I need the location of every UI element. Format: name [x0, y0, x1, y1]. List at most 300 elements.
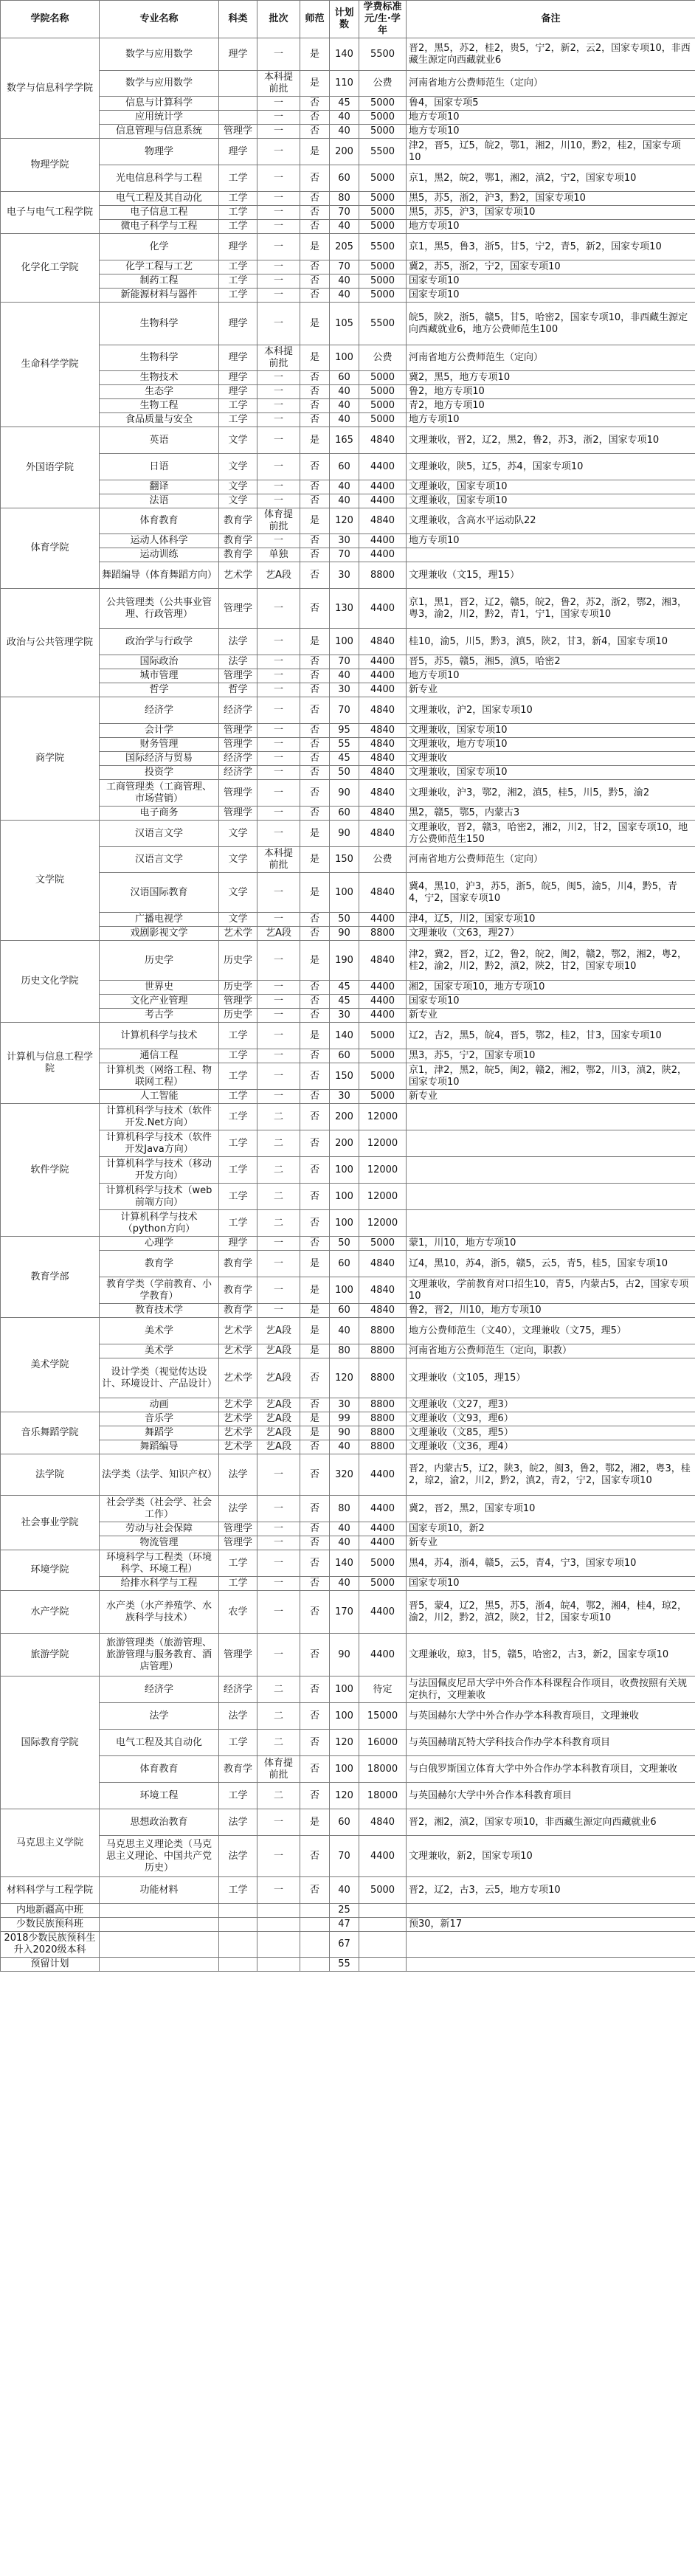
plan-cell: 140	[330, 1550, 359, 1577]
table-row	[1, 1426, 695, 1440]
category-cell: 工学	[219, 1023, 257, 1049]
college-cell: 历史文化学院	[1, 941, 100, 1023]
table-row	[1, 780, 695, 807]
category-cell: 艺术学	[219, 1318, 257, 1344]
major-cell: 汉语言文学	[100, 847, 219, 873]
table-row	[1, 1496, 695, 1522]
major-cell: 哲学	[100, 683, 219, 697]
note-cell: 文理兼收（文36，理4）	[407, 1440, 695, 1454]
note-cell: 地方专项10	[407, 220, 695, 234]
table-row	[1, 371, 695, 385]
category-cell: 法学	[219, 1703, 257, 1730]
table-row	[1, 192, 695, 206]
plan-cell: 30	[330, 534, 359, 548]
batch-cell: 艺A段	[257, 1412, 300, 1426]
plan-cell: 60	[330, 1251, 359, 1277]
table-row	[1, 629, 695, 655]
college-cell: 数学与信息科学学院	[1, 38, 100, 139]
batch-cell: 一	[257, 589, 300, 629]
plan-cell: 40	[330, 125, 359, 139]
college-cell: 水产学院	[1, 1591, 100, 1634]
batch-cell: 一	[257, 724, 300, 738]
major-cell: 给排水科学与工程	[100, 1577, 219, 1591]
batch-cell: 一	[257, 1496, 300, 1522]
note-cell: 京1，黑2，皖2，鄂1，湘2，滇2，宁2，国家专项10	[407, 165, 695, 192]
major-cell: 历史学	[100, 941, 219, 981]
major-cell: 运动人体科学	[100, 534, 219, 548]
fee-cell: 5500	[359, 234, 407, 260]
major-cell: 制药工程	[100, 274, 219, 289]
category-cell: 工学	[219, 289, 257, 303]
table-row	[1, 38, 695, 71]
normal-cell: 是	[300, 1426, 330, 1440]
normal-cell: 否	[300, 981, 330, 995]
category-cell: 文学	[219, 873, 257, 913]
table-row	[1, 1009, 695, 1023]
major-cell: 舞蹈编导	[100, 1440, 219, 1454]
major-cell: 数学与应用数学	[100, 71, 219, 97]
normal-cell: 否	[300, 1237, 330, 1251]
college-cell: 软件学院	[1, 1104, 100, 1237]
major-cell: 心理学	[100, 1237, 219, 1251]
plan-cell: 45	[330, 995, 359, 1009]
major-cell: 美术学	[100, 1318, 219, 1344]
category-cell: 工学	[219, 1210, 257, 1237]
table-row	[1, 683, 695, 697]
table-row	[1, 1304, 695, 1318]
fee-cell: 4840	[359, 821, 407, 847]
table-row	[1, 1318, 695, 1344]
plan-cell: 80	[330, 192, 359, 206]
plan-cell: 100	[330, 345, 359, 371]
batch-cell: 一	[257, 1809, 300, 1836]
category-cell: 文学	[219, 913, 257, 927]
normal-cell: 是	[300, 941, 330, 981]
category-cell: 艺术学	[219, 1412, 257, 1426]
fee-cell: 8800	[359, 1344, 407, 1358]
note-cell: 文理兼收，国家专项10	[407, 766, 695, 780]
note-cell: 文理兼收，国家专项10	[407, 480, 695, 494]
plan-cell: 40	[330, 1877, 359, 1904]
batch-cell: 一	[257, 494, 300, 508]
note-cell: 鲁2，晋2，川10，地方专项10	[407, 1304, 695, 1318]
fee-cell: 12000	[359, 1210, 407, 1237]
major-cell: 计算机科学与技术（软件开发Java方向）	[100, 1130, 219, 1157]
category-cell: 艺术学	[219, 927, 257, 941]
plan-cell: 90	[330, 1426, 359, 1440]
major-cell: 法语	[100, 494, 219, 508]
fee-cell: 4840	[359, 766, 407, 780]
normal-cell: 否	[300, 1536, 330, 1550]
plan-cell: 320	[330, 1454, 359, 1496]
batch-cell: 一	[257, 139, 300, 165]
major-cell: 体育教育	[100, 1756, 219, 1783]
category-cell: 理学	[219, 38, 257, 71]
major-cell: 生物技术	[100, 371, 219, 385]
batch-cell: 体育提前批	[257, 1756, 300, 1783]
normal-cell: 否	[300, 494, 330, 508]
note-cell: 国家专项10，新2	[407, 1522, 695, 1536]
table-row	[1, 274, 695, 289]
fee-cell: 4400	[359, 589, 407, 629]
fee-cell: 8800	[359, 1412, 407, 1426]
batch-cell: 二	[257, 1184, 300, 1210]
category-cell: 理学	[219, 371, 257, 385]
batch-cell: 一	[257, 371, 300, 385]
fee-cell: 4840	[359, 629, 407, 655]
category-cell: 管理学	[219, 724, 257, 738]
category-cell: 文学	[219, 821, 257, 847]
table-row	[1, 1157, 695, 1184]
major-cell: 生物科学	[100, 345, 219, 371]
fee-cell: 5000	[359, 111, 407, 125]
table-row	[1, 1063, 695, 1090]
plan-cell: 60	[330, 1304, 359, 1318]
plan-cell: 40	[330, 1577, 359, 1591]
plan-cell: 140	[330, 1023, 359, 1049]
batch-cell: 一	[257, 165, 300, 192]
header-category: 科类	[219, 1, 257, 38]
fee-cell: 4840	[359, 873, 407, 913]
table-row	[1, 752, 695, 766]
plan-cell: 40	[330, 289, 359, 303]
batch-cell: 一	[257, 873, 300, 913]
table-row	[1, 1251, 695, 1277]
fee-cell: 15000	[359, 1703, 407, 1730]
batch-cell: 体育提前批	[257, 508, 300, 534]
category-cell: 工学	[219, 1783, 257, 1809]
college-cell: 国际教育学院	[1, 1677, 100, 1809]
header-fee: 学费标准元/生·学年	[359, 1, 407, 38]
normal-cell: 否	[300, 1049, 330, 1063]
table-row	[1, 1023, 695, 1049]
note-cell: 文理兼收，含高水平运动队22	[407, 508, 695, 534]
table-row	[1, 1634, 695, 1677]
table-row	[1, 548, 695, 562]
major-cell: 计算机科学与技术（web前端方向）	[100, 1184, 219, 1210]
plan-cell: 40	[330, 669, 359, 683]
category-cell: 艺术学	[219, 1358, 257, 1398]
batch-cell: 一	[257, 1251, 300, 1277]
normal-cell: 是	[300, 38, 330, 71]
major-cell: 运动训练	[100, 548, 219, 562]
fee-cell: 4400	[359, 1634, 407, 1677]
plan-cell: 120	[330, 1358, 359, 1398]
batch-cell: 二	[257, 1783, 300, 1809]
table-row	[1, 738, 695, 752]
table-row	[1, 1836, 695, 1877]
normal-cell: 否	[300, 589, 330, 629]
table-row	[1, 1550, 695, 1577]
normal-cell: 是	[300, 1344, 330, 1358]
category-cell: 艺术学	[219, 1344, 257, 1358]
plan-cell: 40	[330, 494, 359, 508]
category-cell: 管理学	[219, 669, 257, 683]
major-cell: 汉语国际教育	[100, 873, 219, 913]
category-cell: 农学	[219, 1591, 257, 1634]
college-cell: 内地新疆高中班	[1, 1904, 100, 1918]
normal-cell: 是	[300, 1251, 330, 1277]
note-cell: 京1，黑5，鲁3，浙5，甘5，宁2，青5，新2，国家专项10	[407, 234, 695, 260]
note-cell: 地方专项10	[407, 125, 695, 139]
note-cell: 黑5，苏5，沪3，国家专项10	[407, 206, 695, 220]
category-cell: 教育学	[219, 534, 257, 548]
note-cell	[407, 1184, 695, 1210]
fee-cell: 4840	[359, 738, 407, 752]
fee-cell: 4840	[359, 780, 407, 807]
table-row	[1, 385, 695, 399]
fee-cell: 4400	[359, 1496, 407, 1522]
plan-cell: 40	[330, 1522, 359, 1536]
fee-cell: 5000	[359, 1063, 407, 1090]
fee-cell: 公费	[359, 345, 407, 371]
fee-cell: 5000	[359, 1877, 407, 1904]
category-cell	[219, 1918, 257, 1932]
major-cell: 电子商务	[100, 807, 219, 821]
fee-cell	[359, 1932, 407, 1958]
note-cell: 晋5，苏5，赣5，湘5，滇5，哈密2	[407, 655, 695, 669]
note-cell: 辽2，吉2，黑5，皖4，晋5，鄂2，桂2，甘3，国家专项10	[407, 1023, 695, 1049]
table-row	[1, 234, 695, 260]
normal-cell: 否	[300, 1063, 330, 1090]
college-cell: 生命科学学院	[1, 303, 100, 427]
table-row	[1, 1210, 695, 1237]
normal-cell: 否	[300, 220, 330, 234]
category-cell: 理学	[219, 385, 257, 399]
fee-cell: 4400	[359, 1522, 407, 1536]
fee-cell: 4400	[359, 1009, 407, 1023]
header-normal: 师范	[300, 1, 330, 38]
category-cell: 经济学	[219, 766, 257, 780]
table-row	[1, 1522, 695, 1536]
table-row	[1, 1049, 695, 1063]
batch-cell: 一	[257, 738, 300, 752]
fee-cell: 待定	[359, 1677, 407, 1703]
normal-cell: 否	[300, 1398, 330, 1412]
category-cell: 工学	[219, 165, 257, 192]
normal-cell: 否	[300, 1591, 330, 1634]
fee-cell: 5000	[359, 192, 407, 206]
fee-cell: 12000	[359, 1130, 407, 1157]
note-cell: 文理兼收，国家专项10	[407, 724, 695, 738]
table-row	[1, 1104, 695, 1130]
normal-cell: 否	[300, 669, 330, 683]
table-row	[1, 981, 695, 995]
major-cell: 信息管理与信息系统	[100, 125, 219, 139]
category-cell: 工学	[219, 220, 257, 234]
batch-cell: 一	[257, 981, 300, 995]
table-row	[1, 289, 695, 303]
plan-cell: 205	[330, 234, 359, 260]
fee-cell: 18000	[359, 1783, 407, 1809]
note-cell: 文理兼收，新2，国家专项10	[407, 1836, 695, 1877]
major-cell: 动画	[100, 1398, 219, 1412]
fee-cell: 12000	[359, 1104, 407, 1130]
major-cell: 社会学类（社会学、社会工作）	[100, 1496, 219, 1522]
fee-cell: 公费	[359, 847, 407, 873]
note-cell: 地方专项10	[407, 534, 695, 548]
table-row	[1, 1237, 695, 1251]
plan-cell: 100	[330, 1210, 359, 1237]
college-cell: 旅游学院	[1, 1634, 100, 1677]
fee-cell: 5500	[359, 139, 407, 165]
normal-cell: 是	[300, 1023, 330, 1049]
table-row	[1, 71, 695, 97]
category-cell: 工学	[219, 206, 257, 220]
batch-cell: 一	[257, 780, 300, 807]
note-cell: 文理兼收，沪2，国家专项10	[407, 697, 695, 724]
plan-cell: 60	[330, 454, 359, 480]
note-cell: 辽4，黑10，苏4，浙5，赣5，云5，青5，桂5，国家专项10	[407, 1251, 695, 1277]
category-cell: 管理学	[219, 125, 257, 139]
table-row	[1, 669, 695, 683]
category-cell: 教育学	[219, 1304, 257, 1318]
table-row	[1, 766, 695, 780]
batch-cell: 一	[257, 1577, 300, 1591]
note-cell: 晋2，辽2，古3，云5，地方专项10	[407, 1877, 695, 1904]
plan-cell: 40	[330, 399, 359, 413]
category-cell: 工学	[219, 1090, 257, 1104]
category-cell: 管理学	[219, 1536, 257, 1550]
normal-cell: 否	[300, 111, 330, 125]
note-cell: 冀2，黑5，地方专项10	[407, 371, 695, 385]
note-cell: 晋2，湘2，滇2，国家专项10，非西藏生源定向西藏就业6	[407, 1809, 695, 1836]
fee-cell: 4400	[359, 655, 407, 669]
major-cell: 汉语言文学	[100, 821, 219, 847]
fee-cell: 4400	[359, 494, 407, 508]
normal-cell: 否	[300, 274, 330, 289]
college-cell: 商学院	[1, 697, 100, 821]
normal-cell: 否	[300, 766, 330, 780]
category-cell: 经济学	[219, 752, 257, 766]
category-cell: 工学	[219, 260, 257, 274]
plan-cell: 99	[330, 1412, 359, 1426]
major-cell: 思想政治教育	[100, 1809, 219, 1836]
table-row	[1, 111, 695, 125]
plan-cell: 50	[330, 1237, 359, 1251]
major-cell: 生物科学	[100, 303, 219, 345]
batch-cell: 一	[257, 260, 300, 274]
plan-cell: 140	[330, 38, 359, 71]
note-cell: 青2，地方专项10	[407, 399, 695, 413]
batch-cell: 一	[257, 1634, 300, 1677]
header-batch: 批次	[257, 1, 300, 38]
category-cell: 理学	[219, 139, 257, 165]
plan-cell: 70	[330, 260, 359, 274]
fee-cell: 4840	[359, 508, 407, 534]
plan-cell: 150	[330, 847, 359, 873]
normal-cell: 否	[300, 927, 330, 941]
fee-cell: 4840	[359, 1809, 407, 1836]
major-cell: 旅游管理类（旅游管理、旅游管理与服务教育、酒店管理）	[100, 1634, 219, 1677]
major-cell: 计算机科学与技术	[100, 1023, 219, 1049]
plan-cell: 105	[330, 303, 359, 345]
fee-cell: 5000	[359, 1090, 407, 1104]
category-cell: 艺术学	[219, 1440, 257, 1454]
note-cell: 文理兼收，国家专项10	[407, 494, 695, 508]
batch-cell: 一	[257, 807, 300, 821]
note-cell: 黑3，苏5，宁2，国家专项10	[407, 1049, 695, 1063]
note-cell: 新专业	[407, 683, 695, 697]
table-row	[1, 1809, 695, 1836]
note-cell: 地方专项10	[407, 413, 695, 427]
category-cell: 工学	[219, 1577, 257, 1591]
plan-cell: 60	[330, 165, 359, 192]
table-row	[1, 1904, 695, 1918]
plan-cell: 50	[330, 913, 359, 927]
normal-cell: 是	[300, 139, 330, 165]
note-cell: 国家专项10	[407, 1577, 695, 1591]
note-cell: 晋2，内蒙古5，辽2，陕3，皖2，闽3，鲁2，鄂2，湘2，粤3，桂2，琼2，渝2，川2，黔2，滇2，青2，宁2，国家专项10	[407, 1454, 695, 1496]
fee-cell: 8800	[359, 1318, 407, 1344]
plan-cell: 47	[330, 1918, 359, 1932]
fee-cell	[359, 1904, 407, 1918]
normal-cell: 否	[300, 738, 330, 752]
major-cell: 文化产业管理	[100, 995, 219, 1009]
table-row	[1, 454, 695, 480]
note-cell: 蒙1，川10，地方专项10	[407, 1237, 695, 1251]
table-row	[1, 399, 695, 413]
table-row	[1, 655, 695, 669]
fee-cell: 4400	[359, 981, 407, 995]
major-cell: 光电信息科学与工程	[100, 165, 219, 192]
batch-cell: 一	[257, 1090, 300, 1104]
plan-cell: 200	[330, 1104, 359, 1130]
batch-cell: 一	[257, 1304, 300, 1318]
note-cell: 冀2，晋2，黑2，国家专项10	[407, 1496, 695, 1522]
plan-cell: 90	[330, 780, 359, 807]
fee-cell: 5000	[359, 97, 407, 111]
fee-cell: 5500	[359, 303, 407, 345]
major-cell: 计算机科学与技术（软件开发.Net方向）	[100, 1104, 219, 1130]
major-cell	[100, 1932, 219, 1958]
normal-cell: 是	[300, 821, 330, 847]
category-cell: 管理学	[219, 1522, 257, 1536]
table-row	[1, 427, 695, 454]
normal-cell: 否	[300, 1184, 330, 1210]
category-cell: 理学	[219, 1237, 257, 1251]
table-row	[1, 562, 695, 589]
header-college: 学院名称	[1, 1, 100, 38]
plan-cell: 100	[330, 1677, 359, 1703]
fee-cell: 8800	[359, 1426, 407, 1440]
note-cell: 文理兼收，琼3，甘5，赣5，哈密2，古3，新2，国家专项10	[407, 1634, 695, 1677]
note-cell: 文理兼收，地方专项10	[407, 738, 695, 752]
major-cell: 政治学与行政学	[100, 629, 219, 655]
plan-cell: 80	[330, 1344, 359, 1358]
plan-cell: 95	[330, 724, 359, 738]
major-cell: 教育学	[100, 1251, 219, 1277]
plan-cell: 60	[330, 371, 359, 385]
plan-cell: 170	[330, 1591, 359, 1634]
fee-cell: 8800	[359, 927, 407, 941]
category-cell: 工学	[219, 1184, 257, 1210]
major-cell: 电子信息工程	[100, 206, 219, 220]
plan-cell: 30	[330, 562, 359, 589]
note-cell: 地方专项10	[407, 669, 695, 683]
table-row	[1, 139, 695, 165]
batch-cell: 艺A段	[257, 562, 300, 589]
normal-cell: 否	[300, 655, 330, 669]
batch-cell: 一	[257, 1550, 300, 1577]
category-cell: 法学	[219, 629, 257, 655]
normal-cell: 否	[300, 562, 330, 589]
note-cell: 国家专项10	[407, 289, 695, 303]
note-cell: 新专业	[407, 1009, 695, 1023]
category-cell: 历史学	[219, 941, 257, 981]
batch-cell: 二	[257, 1677, 300, 1703]
normal-cell: 否	[300, 192, 330, 206]
